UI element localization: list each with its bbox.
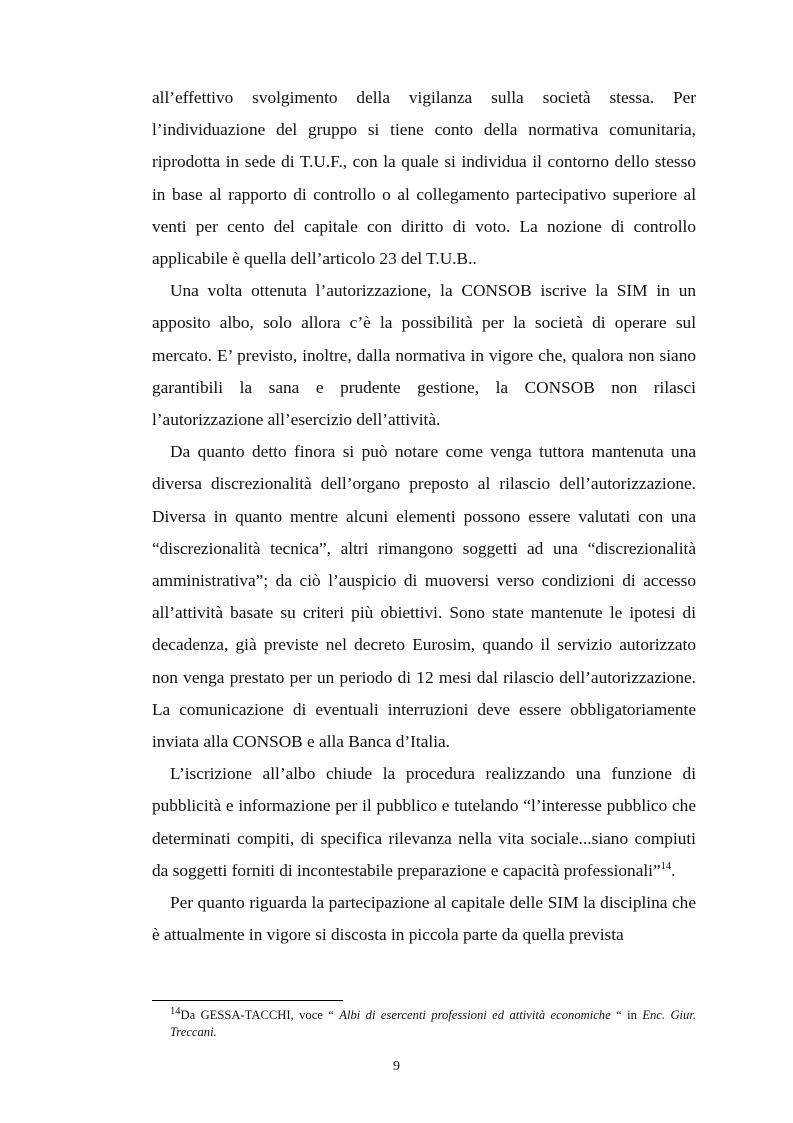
footnote-reference: 14: [660, 861, 672, 873]
paragraph-5: Per quanto riguarda la partecipazione al capitale delle SIM la disciplina che è attualmente in vigore si discosta in piccola parte da quella prevista: [152, 893, 696, 945]
footnote-text-before: Da GESSA-TACCHI, voce “: [180, 1008, 340, 1022]
footnote-separator: [152, 1000, 343, 1001]
footnote: [152, 1007, 696, 1041]
paragraph-3: Da quanto detto finora si può notare come venga tuttora mantenuta una diversa discrezionalità dell’organo preposto al rilascio dell’autorizzazione. Diversa in quanto mentre alcuni elementi possono essere valutati con una “discrezionalità tecnica”, altri rimangono soggetti ad una “discrezionalità amministrativa”; da ciò l’auspicio di muoversi verso condizioni di accesso all’attività basate su criteri più obiettivi. Sono state mantenute le ipotesi di decadenza, già previste nel decreto Eurosim, quando il servizio autorizzato non venga prestato per un periodo di 12 mesi dal rilascio dell’autorizzazione. La comunicazione di eventuali interruzioni deve essere obbligatoriamente inviata alla CONSOB e alla Banca d’Italia.: [152, 442, 696, 752]
footnote-text: [152, 1007, 696, 1041]
page-number: 9: [393, 1059, 400, 1074]
paragraph-4: L’iscrizione all’albo chiude la procedura realizzando una funzione di pubblicità e informazione per il pubblico e tutelando “l’interesse pubblico che determinati compiti, di specifica rilevanza nella vita sociale...siano compiuti da soggetti forniti di incontestabile preparazione e capacità professionali”$^{14}$.: [152, 764, 696, 880]
paragraph-1: all’effettivo svolgimento della vigilanza sulla società stessa. Per l’individuazione del gruppo si tiene conto della normativa comunitaria, riprodotta in sede di T.U.F., con la quale si individua il contorno dello stesso in base al rapporto di controllo o al collegamento partecipativo superiore al venti per cento del capitale con diritto di voto. La nozione di controllo applicabile è quella dell’articolo 23 del T.U.B..: [152, 88, 696, 269]
body-text: [152, 82, 696, 951]
footnote-text-middle: “ in: [610, 1008, 643, 1022]
footnote-italic-title: Albi di esercenti professioni ed attività economiche: [339, 1008, 611, 1022]
footnote-number: 14: [170, 1005, 181, 1017]
paragraph-2: Una volta ottenuta l’autorizzazione, la CONSOB iscrive la SIM in un apposito albo, solo allora c’è la possibilità per la società di operare sul mercato. E’ previsto, inoltre, dalla normativa in vigore che, qualora non siano garantibili la sana e prudente gestione, la CONSOB non rilasci l’autorizzazione all’esercizio dell’attività.: [152, 281, 696, 430]
paragraph-4-text: L’iscrizione all’albo chiude la procedura realizzando una funzione di pubblicità e informazione per il pubblico e tutelando “l’interesse pubblico che determinati compiti, di specifica rilevanza nella vita sociale...siano compiuti da soggetti forniti di incontestabile preparazione e capacità professionali”: [152, 764, 696, 880]
footnote-italic-source: Enc. Giur. Treccani.: [170, 1008, 696, 1039]
